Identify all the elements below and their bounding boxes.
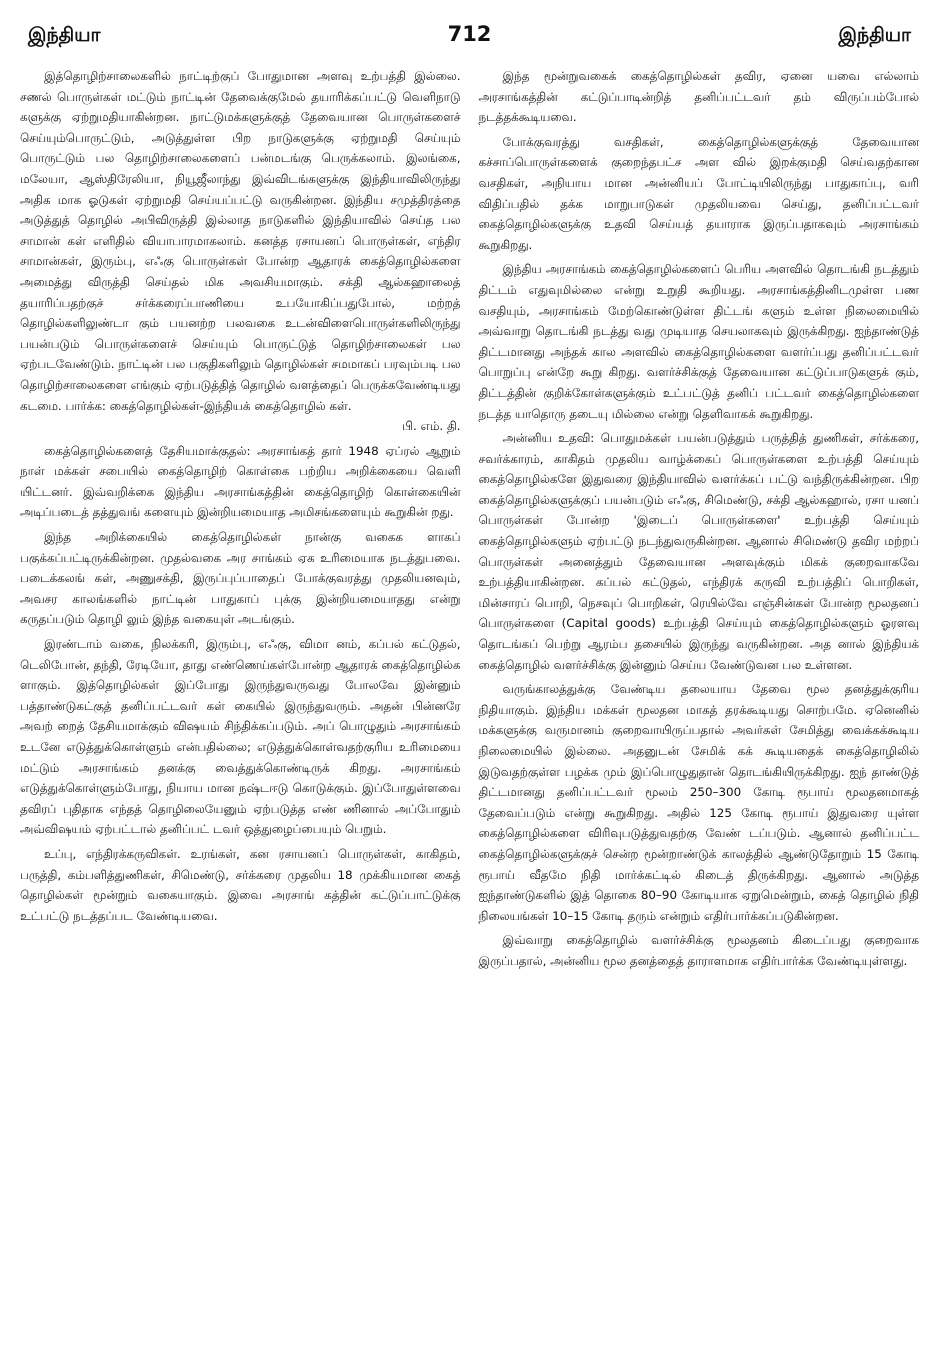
paragraph: இத்தொழிற்சாலைகளில் நாட்டிற்குப் போதுமான அளவு உற்பத்தி இல்லை. சணல் பொருள்கள் மட்டும் நாட்டின் தேவைக்குமேல் தயாரிக்கப்பட்டு வெளிநாடு களுக்கு ஏற்றுமதியாகின்றன. நாட்டுமக்களுக்குத் தேவையான பொருள்களைச் செய்யும்பொருட்டும், அடுத்துள்ள பிற நாடுகளுக்கு ஏற்றுமதி செய்யும் பொருட்டும் பல தொழிற்சாலைகளைப் பன்மடங்கு பெருக்கலாம். இலங்கை, மலேயா, ஆஸ்திரேலியா, நியூஜீலாந்து இவ்விடங்களுக்கு இந்தியாவிலிருந்து அதிக மாக ஓடுகள் ஏற்றுமதி செய்யப்பட்டு வருகின்றன. இந்திய சமுத்திரத்தை அடுத்துத் தொழில் அபிவிருத்தி இல்லாத நாடுகளில் இந்தியாவில் செய்த பல சாமான் கள் எளிதில் வியாபாரமாகலாம். கனத்த ரசாயனப் பொருள்கள், எந்திர சாமான்கள், இரும்பு, எஃகு பொருள்கள் போன்ற ஆதாரக் கைத்தொழில்களை அமைத்து விருத்தி செய்தல் மிக அவசியமாகும். சக்தி ஆல்கஹாலைத் தயாரிப்பதற்குச் சர்க்கரைப்பாணியை உபயோகிப்பதுபோல், மற்றத் தொழில்களிலுண்டா கும் பயனற்ற பலவகை உடன்விளைபொருள்களிலிருந்து பயன்படும் பொருள்களைச் செய்யும் பொருட்டுத் தொழிற்சாலைகள் பல ஏற்படவேண்டும். நாட்டின் பல பகுதிகளிலும் தொழில்கள் சமமாகப் பரவும்படி பல தொழிற்சாலைகளை எங்கும் ஏற்படுத்தித் தொழில் வளத்தைப் பெருக்கவேண்டியது கடமை. பார்க்க: கைத்தொழில்கள்-இந்தியக் கைத்தொழில் கள். — [20, 69, 461, 413]
paragraph: போக்குவரத்து வசதிகள், கைத்தொழில்களுக்குத் தேவையான கச்சாப்பொருள்களைக் குறைந்தபட்ச அள வில் இறக்குமதி செய்வதற்கான வசதிகள், அநியாய மான அன்னியப் போட்டியிலிருந்து பாதுகாப்பு, வரி விதிப்பதில் தக்க மாறுபாடுகள் முதலியவை செய்து, தனிப்பட்டவர் கைத்தொழில்களுக்கு உதவி செய்யத் தயாராக இருப்பதாகவும் அரசாங்கம் கூறுகிறது. — [478, 134, 919, 252]
paragraph: இரண்டாம் வகை, நிலக்கரி, இரும்பு, எஃகு, விமா னம், கப்பல் கட்டுதல், டெலிபோன், தந்தி, ரேடியோ, தாது எண்ணெய்கள்போன்ற ஆதாரக் கைத்தொழில்க ளாகும். இத்தொழில்கள் இப்போது இருந்துவருவது போலவே இன்னும் பத்தாண்டுகட்குத் தனிப்பட்டவர் கள் கையில் இருந்துவரும். அதன் பின்னரே அவற் றைத் தேசியமாக்கும் விஷயம் சிந்திக்கப்படும். அப் பொழுதும் அரசாங்கம் உடனே எடுத்துக்கொள்ளும் என்பதில்லை; எடுத்துக்கொள்வதற்குரிய உரிமையை மட்டும் அரசாங்கம் தனக்கு வைத்துக்கொண்டிருக் கிறது. அரசாங்கம் எடுத்துக்கொள்ளும்போது, நியாய மான நஷ்டஈடு கொடுக்கும். இப்போதுள்ளவை தவிரப் புதிதாக எந்தத் தொழிலையேனும் ஏற்படுத்த எண் ணினால் அப்போதும் அவ்விஷயம் ஏற்பட்டால் தனிப்பட் டவர் ஒத்துழைப்பையும் பெறும். — [20, 637, 461, 837]
paragraph: உப்பு, எந்திரக்கருவிகள். உரங்கள், கன ரசாயனப் பொருள்கள், காகிதம், பருத்தி, கம்பளித்துணிகள், சிமெண்டு, சர்க்கரை முதலிய 18 முக்கியமான கைத் தொழில்கள் மூன்றும் வகையாகும். இவை அரசாங் கத்தின் கட்டுப்பாட்டுக்கு உட்பட்டு நடத்தப்பட வேண்டியவை. — [20, 846, 461, 923]
paragraph: இந்த அறிக்கையில் கைத்தொழில்கள் நான்கு வகைக ளாகப் பகுக்கப்பட்டிருக்கின்றன. முதல்வகை அர சாங்கம் ஏக உரிமையாக நடத்துபவை. படைக்கலங் கள், அணுசக்தி, இருப்புப்பாதைப் போக்குவரத்து முதலியனவும், அவசர காலங்களில் நாட்டின் பாதுகாப் புக்கு இன்றியமையாதது என்று கருதப்படும் தொழி லும் இந்த வகையுள் அடங்கும். — [20, 530, 461, 627]
paragraph: கைத்தொழில்களைத் தேசியமாக்குதல்: அரசாங்கத் தார் 1948 ஏப்ரல் ஆறும் நாள் மக்கள் சபையில் கைத்தொழிற் கொள்கை பற்றிய அறிக்கையை வெளி யிட்டனர். இவ்வறிக்கை இந்திய அரசாங்கத்தின் கைத்தொழிற் கொள்கையின் அடிப்படைத் தத்துவங் களையும் இன்றியமையாத அமிசங்களையும் கூறுகின் றது. — [20, 443, 461, 520]
text-columns — [20, 66, 919, 976]
right-column — [479, 66, 920, 976]
page-number: 712 — [447, 22, 492, 46]
paragraph: இவ்வாறு கைத்தொழில் வளர்ச்சிக்கு மூலதனம் கிடைப்பது குறைவாக இருப்பதால், அன்னிய மூல தனத்தைத் தாராளமாக எதிர்பார்க்க வேண்டியுள்ளது. — [478, 933, 919, 968]
paragraph: இந்த மூன்றுவகைக் கைத்தொழில்கள் தவிர, ஏனை யவை எல்லாம் அரசாங்கத்தின் கட்டுப்பாடின்றித் தனிப்பட்டவர் தம் விருப்பம்போல் நடத்தக்கூடியவை. — [478, 69, 919, 125]
paragraph: இந்திய அரசாங்கம் கைத்தொழில்களைப் பெரிய அளவில் தொடங்கி நடத்தும் திட்டம் எதுவுமில்லை என்று உறுதி கூறியது. அரசாங்கத்தினிடமுள்ள பண வசதியும், அரசாங்கம் மேற்கொண்டுள்ள திட்டங் களும் உள்ள நிலைமையில் அவ்வாறு தொடங்கி நடத்து வது முடியாத செயலாகவும் இருக்கிறது. ஐந்தாண்டுத் திட்டமானது அந்தக் கால அளவில் கைத்தொழில்களை வளர்ப்பது தனிப்பட்டவர் பொறுப்பு என்றே கூறு கிறது. வளர்ச்சிக்குத் தேவையான கட்டுப்பாடுகளுக் கும், திட்டத்தின் குறிக்கோள்களுக்கும் உட்பட்டுத் தனிப் பட்டவர் கைத்தொழில்களை நடத்த யாதொரு தடையு மில்லை என்று தெளிவாகக் கூறுகிறது. — [478, 262, 919, 421]
paragraph: வருங்காலத்துக்கு வேண்டிய தலையாய தேவை மூல தனத்துக்குரிய நிதியாகும். இந்திய மக்கள் மூலதன மாகத் தரக்கூடியது சொற்பமே. ஏனெனில் மக்களுக்கு வருமானம் குறைவாயிருப்பதால் அவர்கள் சேமித்து வைக்கக்கூடிய நிலைமையில் இல்லை. அதனுடன் சேமிக் கக் கூடியதைக் கைத்தொழிலில் இடுவதற்குள்ள பழக்க மும் இப்பொழுதுதான் தொடங்கியிருக்கிறது. ஐந் தாண்டுத் திட்டமானது தனிப்பட்டவர் மூலம் 250–300 கோடி ரூபாய் மூலதனமாகத் தேவைப்படும் என்று கூறுகிறது. அதில் 125 கோடி ரூபாய் இதுவரை யுள்ள கைத்தொழில்களை விரிவுபடுத்துவதற்கு வேண் டப்படும். ஆனால் தனிப்பட்ட கைத்தொழில்களுக்குச் சென்ற மூன்றாண்டுக் காலத்தில் ஆண்டுதோறும் 15 கோடி ரூபாய் வீதமே நிதி மார்க்கட்டில் கிடைத் திருக்கிறது. ஆனால் அடுத்த ஐந்தாண்டுகளில் இத் தொகை 80–90 கோடியாக ஏறுமென்றும், கைத் தொழில் நிதி நிலையங்கள் 10–15 கோடி தரும் என்றும் எதிர்பார்க்கப்படுகின்றன. — [478, 682, 919, 923]
running-head-left: இந்தியா — [28, 24, 101, 46]
paragraph: அன்னிய உதவி: பொதுமக்கள் பயன்படுத்தும் பருத்தித் துணிகள், சர்க்கரை, சவர்க்காரம், காகிதம் முதலிய வாழ்க்கைப் பொருள்களை உற்பத்தி செய்யும் கைத்தொழில்களே இதுவரை இந்தியாவில் வளர்க்கப் பட்டு வந்திருக்கின்றன. பிற கைத்தொழில்களுக்குப் பயன்படும் எஃகு, சிமெண்டு, சக்தி ஆல்கஹால், ரசா யனப் பொருள்கள் போன்ற 'இடைப் பொருள்களை' உற்பத்தி செய்யும் கைத்தொழில்களும் ஏற்பட்டு நடந்துவருகின்றன. ஆனால் சிமெண்டு தவிர மற்றப் பொருள்கள் அனைத்தும் தேவையான அளவுக்கும் மிகக் குறைவாகவே உற்பத்தியாகின்றன. கப்பல் கட்டுதல், எந்திரக் கருவி உற்பத்திப் பொறிகள், மின்சாரப் பொறி, நெசவுப் பொறிகள், ரெயில்வே எஞ்சின்கள் போன்ற மூலதனப் பொருள்களை (Capital goods) உற்பத்தி செய்யும் கைத்தொழில்களும் ஓரளவு தொடங்கப் பெற்று ஆரம்ப தசையில் இருந்து வருகின்றன. அத னால் இந்தியக் கைத்தொழில் வளர்ச்சிக்கு இன்னும் செய்ய வேண்டுவன பல உள்ளன. — [478, 431, 919, 672]
page-header — [20, 20, 919, 60]
author-initials: பி. எம். தி. — [402, 419, 461, 434]
running-head-right: இந்தியா — [838, 24, 911, 46]
left-column — [20, 66, 461, 976]
